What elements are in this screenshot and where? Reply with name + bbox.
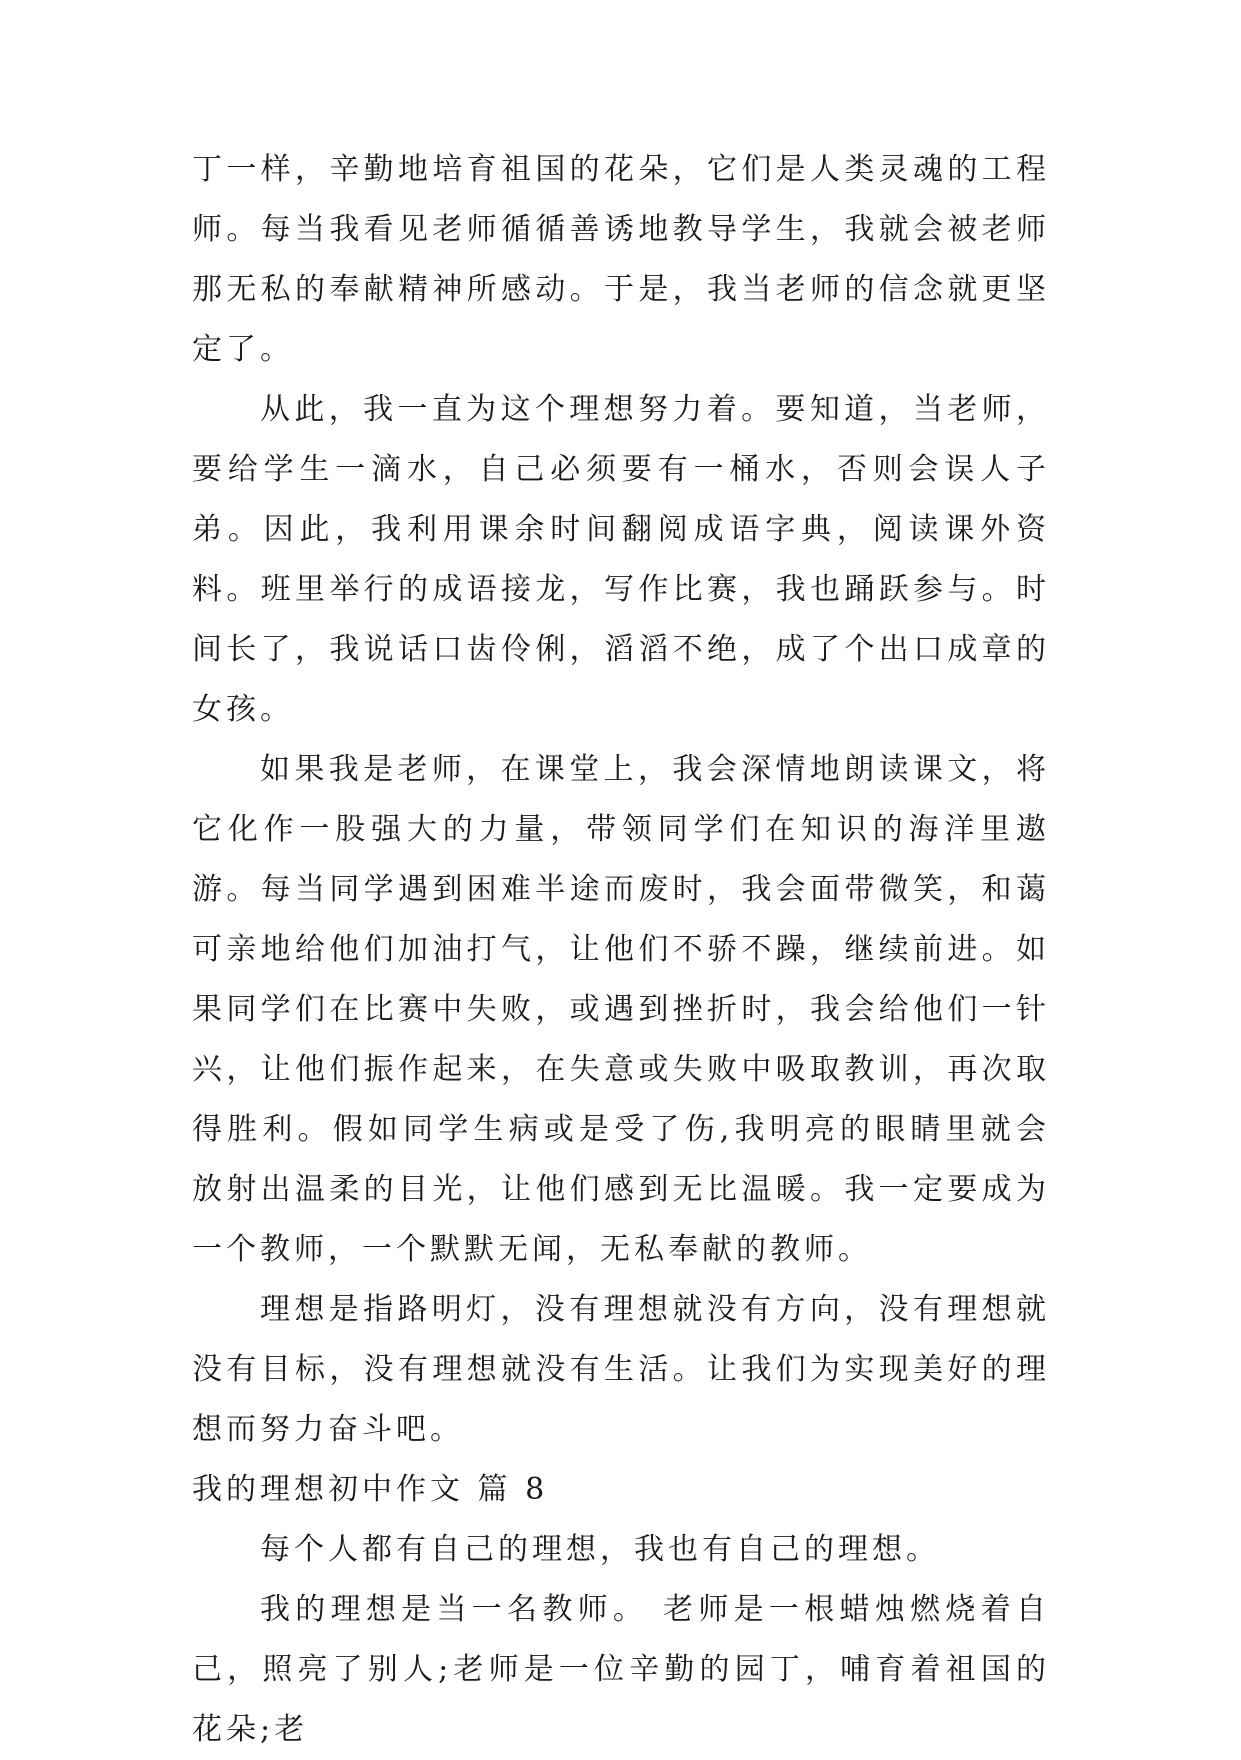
paragraph: 理想是指路明灯，没有理想就没有方向，没有理想就没有目标，没有理想就没有生活。让我们为实现美好的理想而努力奋斗吧。 xyxy=(192,1292,1050,1447)
paragraph: 每个人都有自己的理想，我也有自己的理想。 xyxy=(260,1532,940,1567)
document-body xyxy=(192,140,1050,1760)
paragraph: 从此，我一直为这个理想努力着。要知道，当老师，要给学生一滴水，自己必须要有一桶水，否则会误人子弟。因此，我利用课余时间翻阅成语字典，阅读课外资料。班里举行的成语接龙，写作比赛，我也踊跃参与。时间长了，我说话口齿伶俐，滔滔不绝，成了个出口成章的女孩。 xyxy=(192,392,1050,727)
paragraph: 丁一样，辛勤地培育祖国的花朵，它们是人类灵魂的工程师。每当我看见老师循循善诱地教导学生，我就会被老师那无私的奉献精神所感动。于是，我当老师的信念就更坚定了。 xyxy=(192,152,1050,367)
paragraph: 如果我是老师，在课堂上，我会深情地朗读课文，将它化作一股强大的力量，带领同学们在知识的海洋里遨游。每当同学遇到困难半途而废时，我会面带微笑，和蔼可亲地给他们加油打气，让他们不骄不躁，继续前进。如果同学们在比赛中失败，或遇到挫折时，我会给他们一针兴，让他们振作起来，在失意或失败中吸取教训，再次取得胜利。假如同学生病或是受了伤,我明亮的眼睛里就会放射出温柔的目光，让他们感到无比温暖。我一定要成为一个教师，一个默默无闻，无私奉献的教师。 xyxy=(192,752,1050,1267)
paragraph: 我的理想是当一名教师。 老师是一根蜡烛燃烧着自己，照亮了别人;老师是一位辛勤的园丁，哺育着祖国的花朵;老 xyxy=(192,1592,1050,1747)
section-title: 我的理想初中作文 篇 8 xyxy=(192,1472,549,1507)
